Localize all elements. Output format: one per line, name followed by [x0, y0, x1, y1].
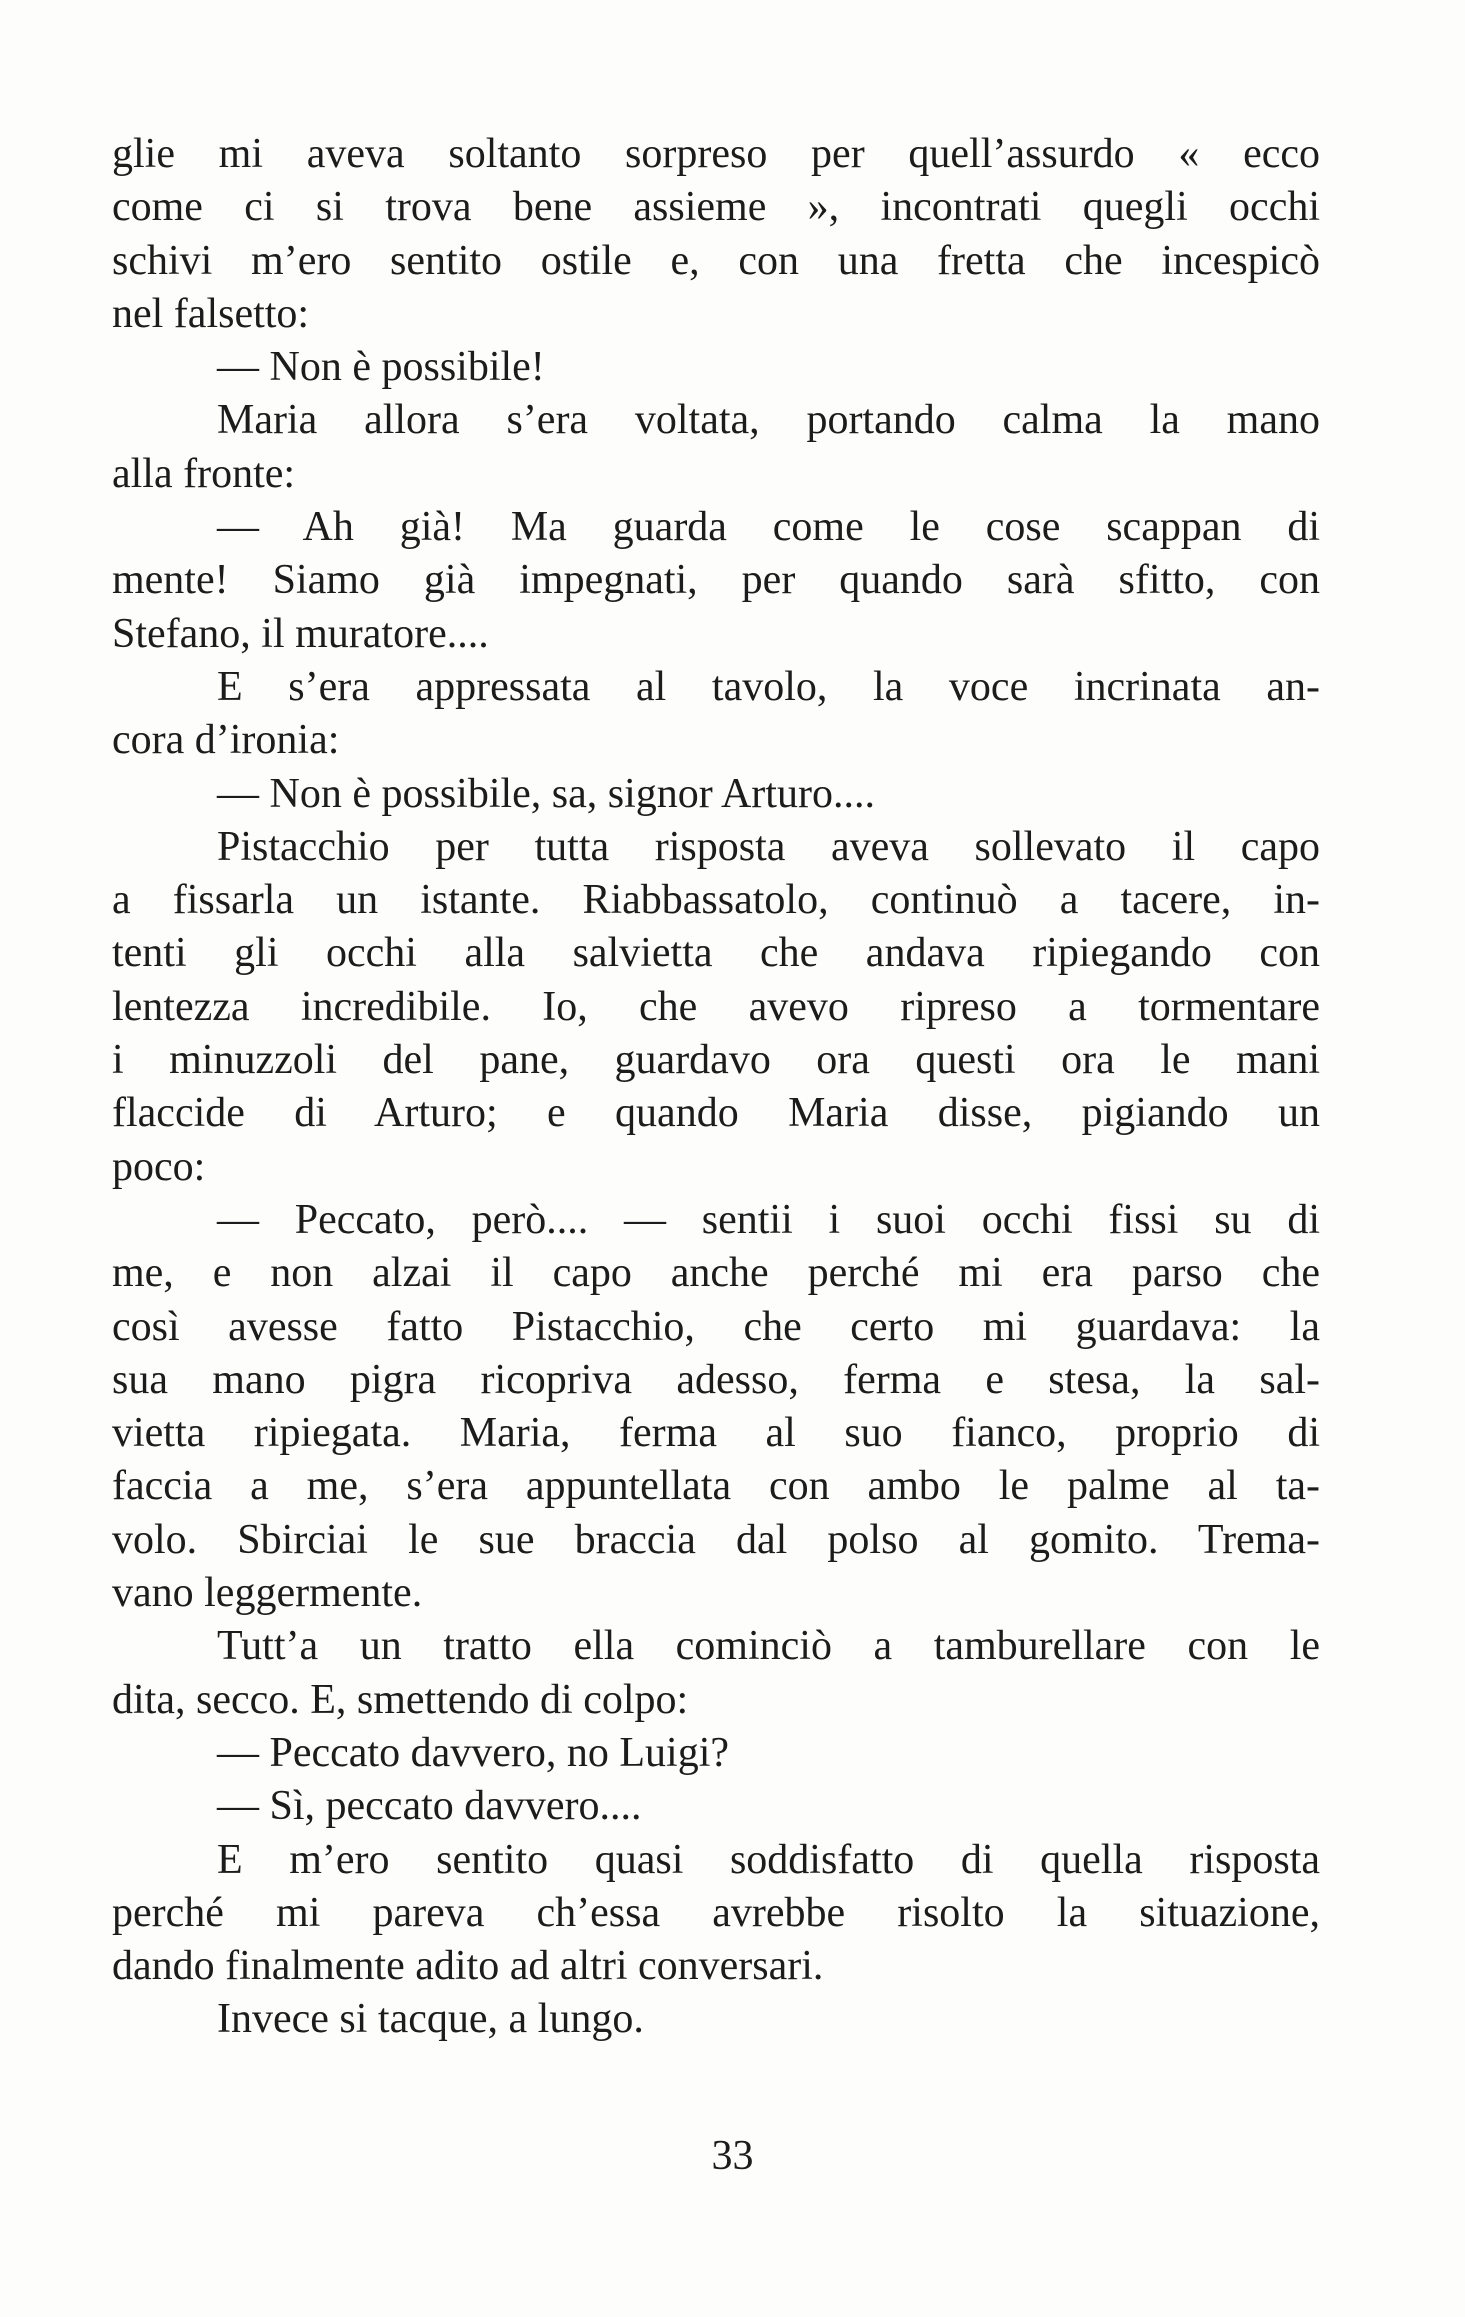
text-line: flaccide di Arturo; e quando Maria disse, pigiando un: [112, 1090, 1320, 1137]
body-text: [112, 128, 1320, 2047]
text-line: schivi m’ero sentito ostile e, con una fretta che incespicò: [112, 237, 1320, 284]
text-line: volo. Sbirciai le sue braccia dal polso al gomito. Trema-: [112, 1516, 1320, 1563]
text-line: come ci si trova bene assieme », incontrati quegli occhi: [112, 184, 1320, 231]
text-line: — Peccato davvero, no Luigi?: [217, 1729, 729, 1776]
text-line: a fissarla un istante. Riabbassatolo, continuò a tacere, in-: [112, 877, 1320, 924]
text-line: Stefano, il muratore....: [112, 610, 489, 657]
text-line: i minuzzoli del pane, guardavo ora questi ora le mani: [112, 1037, 1320, 1084]
text-line: cora d’ironia:: [112, 717, 340, 764]
text-line: poco:: [112, 1143, 206, 1190]
text-line: vietta ripiegata. Maria, ferma al suo fianco, proprio di: [112, 1410, 1320, 1457]
text-line: dita, secco. E, smettendo di colpo:: [112, 1676, 689, 1723]
text-line: me, e non alzai il capo anche perché mi era parso che: [112, 1250, 1320, 1297]
page-number: 33: [711, 2133, 754, 2179]
text-line: E m’ero sentito quasi soddisfatto di quella risposta: [217, 1836, 1320, 1883]
text-line: E s’era appressata al tavolo, la voce incrinata an-: [217, 663, 1320, 710]
text-line: — Non è possibile, sa, signor Arturo....: [217, 770, 875, 817]
text-line: lentezza incredibile. Io, che avevo ripreso a tormentare: [112, 983, 1320, 1030]
text-line: faccia a me, s’era appuntellata con ambo le palme al ta-: [112, 1463, 1320, 1510]
text-line: sua mano pigra ricopriva adesso, ferma e stesa, la sal-: [112, 1356, 1320, 1403]
text-line: nel falsetto:: [112, 290, 310, 337]
text-line: Pistacchio per tutta risposta aveva sollevato il capo: [217, 823, 1320, 870]
text-line: — Ah già! Ma guarda come le cose scappan di: [217, 504, 1320, 551]
text-line: — Peccato, però.... — sentii i suoi occhi fissi su di: [217, 1196, 1320, 1243]
text-line: perché mi pareva ch’essa avrebbe risolto la situazione,: [112, 1889, 1320, 1936]
text-line: — Non è possibile!: [217, 344, 545, 391]
text-line: tenti gli occhi alla salvietta che andava ripiegando con: [112, 930, 1320, 977]
text-line: glie mi aveva soltanto sorpreso per quell’assurdo « ecco: [112, 131, 1320, 177]
text-line: dando finalmente adito ad altri conversari.: [112, 1943, 824, 1990]
text-line: Maria allora s’era voltata, portando calma la mano: [217, 397, 1320, 444]
text-line: alla fronte:: [112, 450, 296, 497]
text-line: così avesse fatto Pistacchio, che certo mi guardava: la: [112, 1303, 1320, 1350]
text-line: — Sì, peccato davvero....: [217, 1783, 642, 1830]
text-line: vano leggermente.: [112, 1570, 423, 1617]
text-line: mente! Siamo già impegnati, per quando sarà sfitto, con: [112, 557, 1320, 604]
text-line: Invece si tacque, a lungo.: [217, 1996, 644, 2043]
text-line: Tutt’a un tratto ella cominciò a tamburellare con le: [217, 1623, 1320, 1670]
